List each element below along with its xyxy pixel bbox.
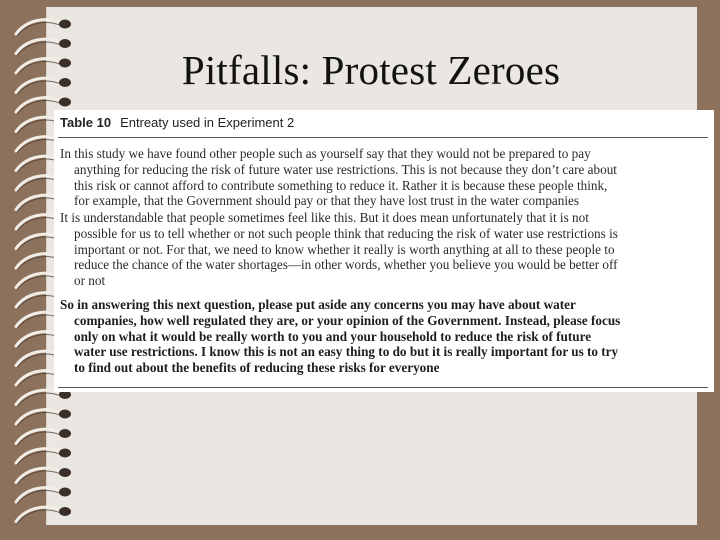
- binding-ring: [16, 449, 71, 466]
- paragraph-line: In this study we have found other people such as yourself say that they would not be prepared to pay: [60, 146, 591, 161]
- paragraph-line: anything for reducing the risk of future water use restrictions. This is not because they don’t care about: [74, 161, 617, 177]
- table-caption-number: Table 10: [60, 115, 112, 130]
- binding-ring: [16, 20, 71, 37]
- table-top-rule: [58, 137, 708, 138]
- binding-ring: [16, 410, 71, 427]
- paragraph-line: for example, that the Government should pay or that they have lost trust in the water companies: [74, 193, 580, 209]
- entreaty-paragraph-3: [60, 297, 712, 376]
- table-bottom-rule: [58, 387, 708, 388]
- entreaty-paragraph-2: [60, 210, 712, 289]
- paragraph-line: important or not. For that, we need to know whether it really is worth anything at all to these people to: [74, 241, 615, 257]
- paragraph-line: this risk or cannot afford to contribute something to reduce it. Rather it is because these people think,: [74, 177, 608, 193]
- paragraph-line: So in answering this next question, please put aside any concerns you may have about water: [60, 297, 576, 312]
- paragraph-line: or not: [74, 273, 106, 289]
- binding-ring: [16, 390, 71, 407]
- binding-ring: [16, 507, 71, 524]
- paragraph-line: possible for us to tell whether or not such people think that reducing the risk of water use restrictions is: [74, 225, 618, 241]
- binding-ring: [16, 488, 71, 505]
- paragraph-line: to find out about the benefits of reducing these risks for everyone: [74, 360, 440, 376]
- slide-title: Pitfalls: Protest Zeroes: [181, 47, 561, 93]
- paragraph-line: only on what it would be really worth to you and your household to reduce the risk of future: [74, 328, 592, 344]
- table-caption: [60, 115, 294, 130]
- table-caption-text: Entreaty used in Experiment 2: [120, 115, 295, 130]
- paragraph-line: It is understandable that people sometimes feel like this. But it does mean unfortunately that it is not: [60, 210, 589, 225]
- paragraph-line: reduce the chance of the water shortages—in other words, whether you believe you would be better off: [74, 257, 618, 273]
- entreaty-paragraph-1: [60, 146, 712, 209]
- paragraph-line: water use restrictions. I know this is not an easy thing to do but it is really important for us to try: [74, 344, 619, 360]
- binding-ring: [16, 468, 71, 485]
- binding-ring: [16, 429, 71, 446]
- paragraph-line: companies, how well regulated they are, or your opinion of the Government. Instead, please focus: [74, 312, 621, 328]
- table-image: [54, 110, 714, 392]
